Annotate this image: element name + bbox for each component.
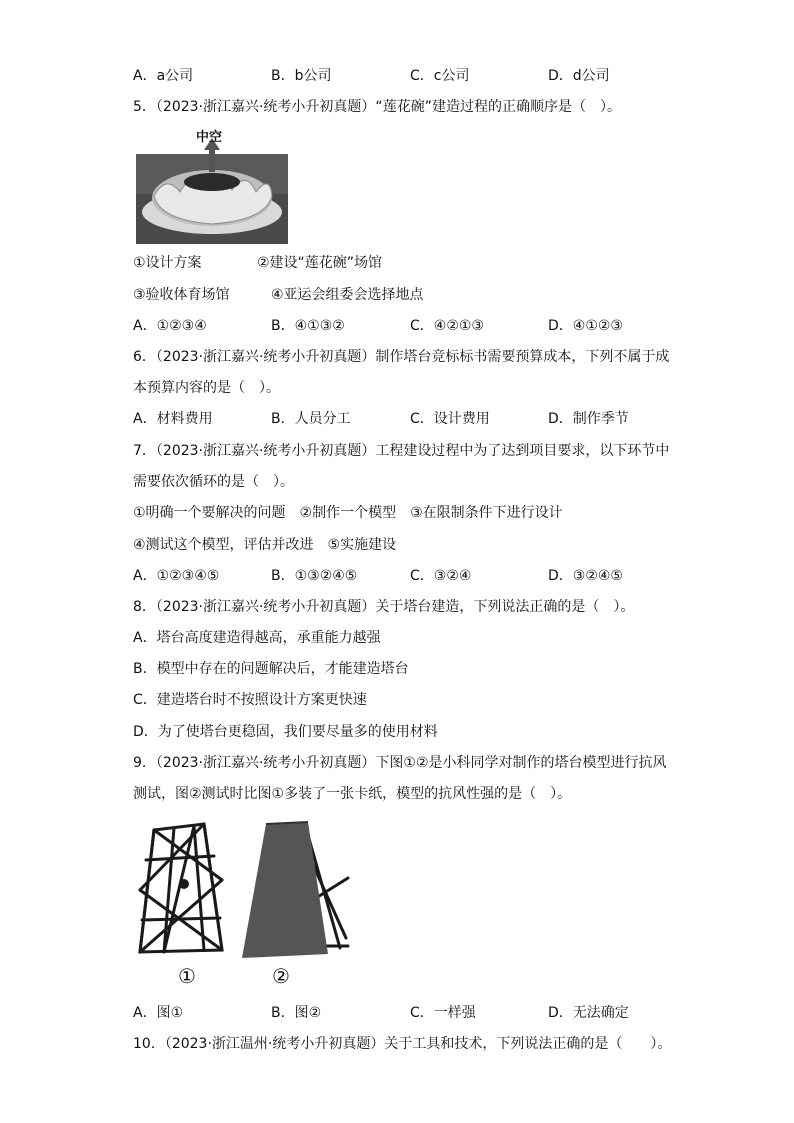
q5-option-d: D．④①②③ [548,318,623,334]
q10-stem: 10．（2023·浙江温州·统考小升初真题）关于工具和技术，下列说法正确的是（ ）。 [133,1036,672,1052]
q7-items-line2: ④测试这个模型，评估并改进 ⑤实施建设 [133,537,397,553]
q6-option-b: B．人员分工 [271,411,351,427]
q6-option-c: C．设计费用 [410,411,490,427]
q7-items-line1: ①明确一个要解决的问题 ②制作一个模型 ③在限制条件下进行设计 [133,505,563,521]
q9-stem-line2: 测试，图②测试时比图①多装了一张卡纸，模型的抗风性强的是（ ）。 [133,786,572,802]
q5-option-c: C．④②①③ [410,318,484,334]
q7-option-a: A．①②③④⑤ [133,568,220,584]
q9-option-a: A．图① [133,1005,184,1021]
q5-item-3: ③验收体育场馆 [133,287,230,303]
q4-option-a: A．a公司 [133,68,194,84]
q5-item-1: ①设计方案 [133,255,202,271]
q8-stem: 8．（2023·浙江嘉兴·统考小升初真题）关于塔台建造，下列说法正确的是（ ）。 [133,599,635,615]
q8-option-a: A．塔台高度建造得越高，承重能力越强 [133,630,381,646]
lotus-bowl-photo [136,124,288,244]
q7-option-c: C．③②④ [410,568,472,584]
q5-stem: 5．（2023·浙江嘉兴·统考小升初真题）“莲花碗”建造过程的正确顺序是（ ）。 [133,99,621,115]
q6-option-d: D．制作季节 [548,411,629,427]
figure-label-2: ② [272,964,290,988]
q6-stem-line1: 6．（2023·浙江嘉兴·统考小升初真题）制作塔台竞标标书需要预算成本，下列不属于成 [133,349,670,365]
q7-option-d: D．③②④⑤ [548,568,623,584]
q7-stem-line2: 需要依次循环的是（ ）。 [133,474,294,490]
q7-stem-line1: 7．（2023·浙江嘉兴·统考小升初真题）工程建设过程中为了达到项目要求，以下环节中 [133,443,670,459]
q5-option-b: B．④①③② [271,318,345,334]
q9-option-c: C．一样强 [410,1005,476,1021]
q6-stem-line2: 本预算内容的是（ ）。 [133,380,280,396]
q5-option-a: A．①②③④ [133,318,207,334]
q8-option-c: C．建造塔台时不按照设计方案更快速 [133,692,367,708]
q6-option-a: A．材料费用 [133,411,213,427]
q5-item-4: ④亚运会组委会选择地点 [271,287,424,303]
q4-option-d: D．d公司 [548,68,610,84]
figure-label-hollow: 中空 [196,130,223,145]
tower-model-2-figure [236,818,354,964]
q9-stem-line1: 9．（2023·浙江嘉兴·统考小升初真题）下图①②是小科同学对制作的塔台模型进行抗风 [133,755,667,771]
tower-model-1-image [134,820,230,960]
q9-option-d: D．无法确定 [548,1005,629,1021]
tower-model-2-image [236,818,354,964]
q5-items-line1 [133,253,383,273]
q5-items-line2 [133,285,424,305]
tower-model-1-figure [134,820,230,960]
q4-option-c: C．c公司 [410,68,470,84]
q8-option-b: B．模型中存在的问题解决后，才能建造塔台 [133,661,409,677]
q9-option-b: B．图② [271,1005,322,1021]
figure-label-1: ① [178,964,196,988]
q4-option-b: B．b公司 [271,68,332,84]
q8-option-d: D．为了使塔台更稳固，我们要尽量多的使用材料 [133,724,438,740]
q5-item-2: ②建设“莲花碗”场馆 [257,255,383,271]
q7-option-b: B．①③②④⑤ [271,568,358,584]
